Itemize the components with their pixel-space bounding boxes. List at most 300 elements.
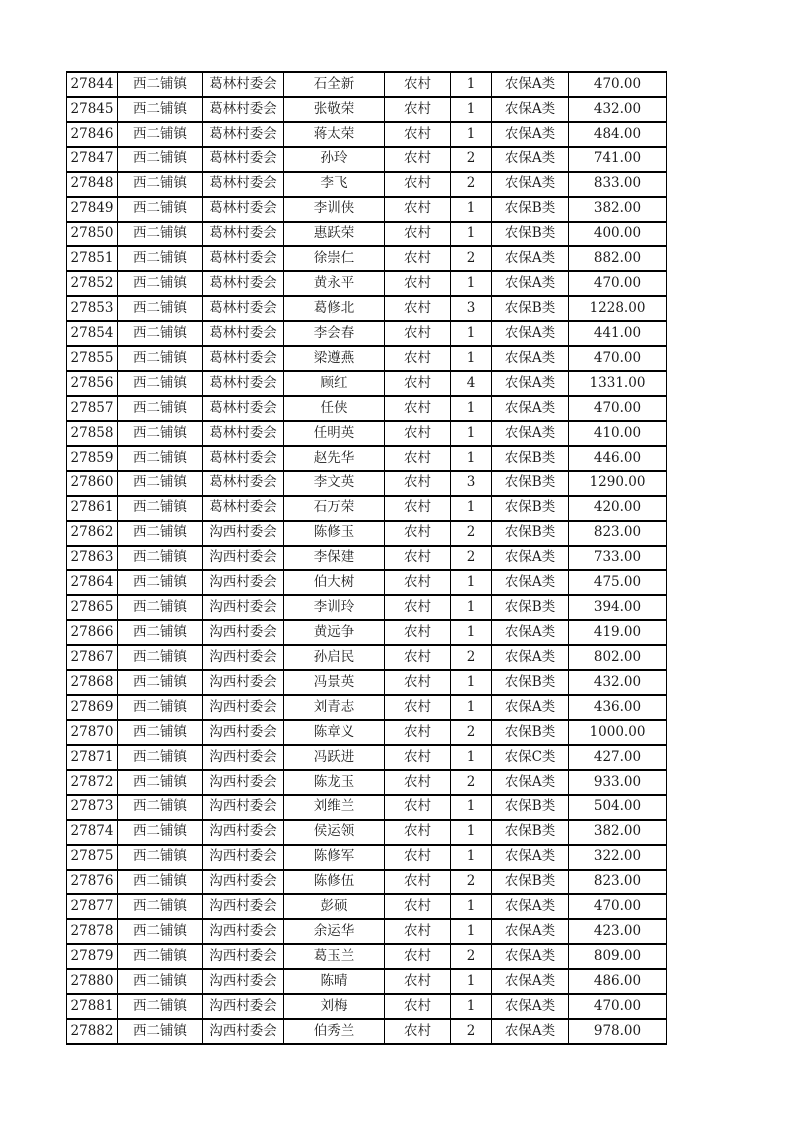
cell-count: 1 (451, 222, 492, 247)
table-row (67, 570, 667, 595)
cell-town: 西二铺镇 (118, 670, 203, 695)
cell-count: 1 (451, 994, 492, 1019)
cell-area-type: 农村 (385, 446, 451, 471)
cell-amount: 933.00 (569, 770, 667, 795)
cell-id: 27869 (67, 695, 118, 720)
cell-village: 沟西村委会 (203, 944, 284, 969)
cell-name: 陈晴 (284, 969, 385, 994)
cell-town: 西二铺镇 (118, 944, 203, 969)
cell-id: 27870 (67, 720, 118, 745)
cell-town: 西二铺镇 (118, 894, 203, 919)
cell-name: 徐崇仁 (284, 246, 385, 271)
cell-amount: 410.00 (569, 421, 667, 446)
table-row (67, 944, 667, 969)
cell-count: 1 (451, 321, 492, 346)
cell-town: 西二铺镇 (118, 421, 203, 446)
cell-town: 西二铺镇 (118, 795, 203, 820)
cell-area-type: 农村 (385, 122, 451, 147)
cell-category: 农保A类 (492, 546, 569, 571)
cell-area-type: 农村 (385, 695, 451, 720)
cell-category: 农保B类 (492, 670, 569, 695)
table-row (67, 421, 667, 446)
cell-category: 农保A类 (492, 346, 569, 371)
cell-id: 27866 (67, 620, 118, 645)
cell-count: 1 (451, 745, 492, 770)
cell-village: 葛林村委会 (203, 396, 284, 421)
cell-area-type: 农村 (385, 546, 451, 571)
cell-village: 沟西村委会 (203, 595, 284, 620)
table-row (67, 172, 667, 197)
cell-amount: 470.00 (569, 72, 667, 97)
cell-amount: 382.00 (569, 197, 667, 222)
cell-count: 1 (451, 271, 492, 296)
table-row (67, 246, 667, 271)
cell-amount: 441.00 (569, 321, 667, 346)
cell-id: 27851 (67, 246, 118, 271)
cell-town: 西二铺镇 (118, 969, 203, 994)
cell-town: 西二铺镇 (118, 371, 203, 396)
cell-id: 27846 (67, 122, 118, 147)
cell-count: 1 (451, 820, 492, 845)
cell-amount: 504.00 (569, 795, 667, 820)
cell-area-type: 农村 (385, 870, 451, 895)
cell-village: 葛林村委会 (203, 346, 284, 371)
cell-area-type: 农村 (385, 246, 451, 271)
cell-category: 农保A类 (492, 421, 569, 446)
cell-name: 陈修伍 (284, 870, 385, 895)
cell-count: 1 (451, 421, 492, 446)
cell-name: 张敬荣 (284, 97, 385, 122)
cell-amount: 446.00 (569, 446, 667, 471)
cell-area-type: 农村 (385, 645, 451, 670)
cell-name: 伯秀兰 (284, 1019, 385, 1044)
cell-id: 27861 (67, 496, 118, 521)
cell-name: 陈龙玉 (284, 770, 385, 795)
cell-id: 27850 (67, 222, 118, 247)
cell-name: 黄远争 (284, 620, 385, 645)
cell-id: 27877 (67, 894, 118, 919)
cell-count: 1 (451, 795, 492, 820)
table-row (67, 845, 667, 870)
cell-id: 27857 (67, 396, 118, 421)
cell-amount: 432.00 (569, 670, 667, 695)
cell-area-type: 农村 (385, 197, 451, 222)
cell-category: 农保A类 (492, 969, 569, 994)
cell-village: 沟西村委会 (203, 695, 284, 720)
cell-category: 农保A类 (492, 1019, 569, 1044)
cell-name: 石万荣 (284, 496, 385, 521)
cell-village: 葛林村委会 (203, 122, 284, 147)
cell-village: 葛林村委会 (203, 296, 284, 321)
cell-village: 沟西村委会 (203, 770, 284, 795)
cell-category: 农保A类 (492, 371, 569, 396)
cell-count: 1 (451, 346, 492, 371)
table-row (67, 496, 667, 521)
cell-amount: 436.00 (569, 695, 667, 720)
cell-village: 沟西村委会 (203, 845, 284, 870)
table-row (67, 994, 667, 1019)
table-row (67, 521, 667, 546)
cell-id: 27874 (67, 820, 118, 845)
cell-category: 农保B类 (492, 521, 569, 546)
cell-area-type: 农村 (385, 770, 451, 795)
cell-area-type: 农村 (385, 919, 451, 944)
cell-amount: 470.00 (569, 894, 667, 919)
cell-id: 27849 (67, 197, 118, 222)
cell-town: 西二铺镇 (118, 645, 203, 670)
cell-count: 4 (451, 371, 492, 396)
cell-village: 葛林村委会 (203, 197, 284, 222)
cell-town: 西二铺镇 (118, 147, 203, 172)
cell-name: 石全新 (284, 72, 385, 97)
cell-category: 农保B类 (492, 197, 569, 222)
cell-town: 西二铺镇 (118, 919, 203, 944)
cell-area-type: 农村 (385, 222, 451, 247)
cell-amount: 382.00 (569, 820, 667, 845)
cell-count: 1 (451, 620, 492, 645)
table-row (67, 820, 667, 845)
cell-village: 沟西村委会 (203, 620, 284, 645)
table-row (67, 919, 667, 944)
cell-amount: 1000.00 (569, 720, 667, 745)
cell-town: 西二铺镇 (118, 396, 203, 421)
cell-village: 葛林村委会 (203, 371, 284, 396)
cell-count: 1 (451, 446, 492, 471)
cell-area-type: 农村 (385, 820, 451, 845)
table-row (67, 72, 667, 97)
cell-area-type: 农村 (385, 745, 451, 770)
cell-category: 农保A类 (492, 645, 569, 670)
cell-amount: 470.00 (569, 346, 667, 371)
cell-category: 农保B类 (492, 820, 569, 845)
table-row (67, 695, 667, 720)
cell-id: 27852 (67, 271, 118, 296)
cell-town: 西二铺镇 (118, 97, 203, 122)
cell-name: 葛修北 (284, 296, 385, 321)
cell-amount: 833.00 (569, 172, 667, 197)
cell-category: 农保B类 (492, 795, 569, 820)
cell-village: 沟西村委会 (203, 546, 284, 571)
cell-count: 1 (451, 197, 492, 222)
cell-id: 27873 (67, 795, 118, 820)
table-row (67, 546, 667, 571)
cell-village: 葛林村委会 (203, 222, 284, 247)
cell-area-type: 农村 (385, 969, 451, 994)
cell-count: 2 (451, 546, 492, 571)
table-row (67, 720, 667, 745)
cell-count: 2 (451, 720, 492, 745)
table-row (67, 745, 667, 770)
table-row (67, 870, 667, 895)
cell-id: 27856 (67, 371, 118, 396)
cell-area-type: 农村 (385, 471, 451, 496)
cell-village: 葛林村委会 (203, 321, 284, 346)
cell-village: 沟西村委会 (203, 919, 284, 944)
cell-name: 赵先华 (284, 446, 385, 471)
cell-name: 孙启民 (284, 645, 385, 670)
cell-category: 农保A类 (492, 271, 569, 296)
table-row (67, 620, 667, 645)
table-body (67, 72, 667, 1044)
cell-town: 西二铺镇 (118, 570, 203, 595)
cell-village: 沟西村委会 (203, 720, 284, 745)
cell-id: 27863 (67, 546, 118, 571)
cell-village: 葛林村委会 (203, 97, 284, 122)
cell-name: 彭硕 (284, 894, 385, 919)
cell-count: 2 (451, 770, 492, 795)
benefits-table (66, 71, 667, 1045)
cell-amount: 420.00 (569, 496, 667, 521)
cell-name: 刘维兰 (284, 795, 385, 820)
cell-count: 1 (451, 396, 492, 421)
cell-name: 陈修军 (284, 845, 385, 870)
cell-village: 沟西村委会 (203, 820, 284, 845)
cell-name: 李文英 (284, 471, 385, 496)
cell-id: 27853 (67, 296, 118, 321)
cell-town: 西二铺镇 (118, 546, 203, 571)
cell-town: 西二铺镇 (118, 820, 203, 845)
cell-town: 西二铺镇 (118, 1019, 203, 1044)
cell-name: 伯大树 (284, 570, 385, 595)
table-row (67, 346, 667, 371)
cell-amount: 733.00 (569, 546, 667, 571)
cell-count: 1 (451, 72, 492, 97)
table-row (67, 471, 667, 496)
cell-name: 梁遵燕 (284, 346, 385, 371)
cell-id: 27859 (67, 446, 118, 471)
cell-id: 27847 (67, 147, 118, 172)
cell-count: 2 (451, 521, 492, 546)
table-row (67, 670, 667, 695)
cell-amount: 427.00 (569, 745, 667, 770)
cell-village: 沟西村委会 (203, 994, 284, 1019)
cell-amount: 486.00 (569, 969, 667, 994)
cell-village: 葛林村委会 (203, 246, 284, 271)
cell-town: 西二铺镇 (118, 595, 203, 620)
cell-category: 农保A类 (492, 396, 569, 421)
cell-name: 李会春 (284, 321, 385, 346)
cell-amount: 1290.00 (569, 471, 667, 496)
cell-id: 27879 (67, 944, 118, 969)
table-row (67, 97, 667, 122)
cell-count: 3 (451, 296, 492, 321)
cell-amount: 470.00 (569, 396, 667, 421)
cell-id: 27871 (67, 745, 118, 770)
cell-town: 西二铺镇 (118, 197, 203, 222)
cell-name: 任侠 (284, 396, 385, 421)
cell-area-type: 农村 (385, 1019, 451, 1044)
cell-town: 西二铺镇 (118, 620, 203, 645)
cell-village: 葛林村委会 (203, 72, 284, 97)
cell-town: 西二铺镇 (118, 770, 203, 795)
table-row (67, 122, 667, 147)
cell-area-type: 农村 (385, 894, 451, 919)
cell-name: 李训玲 (284, 595, 385, 620)
cell-name: 李飞 (284, 172, 385, 197)
cell-area-type: 农村 (385, 620, 451, 645)
cell-area-type: 农村 (385, 595, 451, 620)
cell-amount: 475.00 (569, 570, 667, 595)
cell-name: 李保建 (284, 546, 385, 571)
cell-id: 27867 (67, 645, 118, 670)
cell-name: 冯跃进 (284, 745, 385, 770)
cell-village: 沟西村委会 (203, 645, 284, 670)
cell-category: 农保A类 (492, 919, 569, 944)
cell-amount: 1228.00 (569, 296, 667, 321)
cell-village: 沟西村委会 (203, 521, 284, 546)
cell-count: 1 (451, 122, 492, 147)
cell-count: 1 (451, 969, 492, 994)
cell-name: 李训侠 (284, 197, 385, 222)
cell-amount: 741.00 (569, 147, 667, 172)
cell-area-type: 农村 (385, 944, 451, 969)
cell-amount: 470.00 (569, 994, 667, 1019)
cell-town: 西二铺镇 (118, 172, 203, 197)
cell-category: 农保B类 (492, 595, 569, 620)
cell-count: 1 (451, 595, 492, 620)
cell-town: 西二铺镇 (118, 321, 203, 346)
cell-name: 刘青志 (284, 695, 385, 720)
cell-area-type: 农村 (385, 321, 451, 346)
table-row (67, 222, 667, 247)
cell-id: 27876 (67, 870, 118, 895)
cell-name: 黄永平 (284, 271, 385, 296)
cell-town: 西二铺镇 (118, 521, 203, 546)
cell-count: 2 (451, 944, 492, 969)
cell-id: 27878 (67, 919, 118, 944)
cell-name: 冯景英 (284, 670, 385, 695)
cell-category: 农保B类 (492, 496, 569, 521)
cell-town: 西二铺镇 (118, 471, 203, 496)
table-row (67, 795, 667, 820)
cell-town: 西二铺镇 (118, 870, 203, 895)
cell-amount: 823.00 (569, 870, 667, 895)
table-row (67, 770, 667, 795)
cell-area-type: 农村 (385, 396, 451, 421)
cell-category: 农保B类 (492, 870, 569, 895)
cell-id: 27860 (67, 471, 118, 496)
table-row (67, 894, 667, 919)
cell-count: 3 (451, 471, 492, 496)
cell-village: 葛林村委会 (203, 172, 284, 197)
cell-area-type: 农村 (385, 346, 451, 371)
cell-category: 农保A类 (492, 570, 569, 595)
cell-count: 2 (451, 1019, 492, 1044)
cell-town: 西二铺镇 (118, 246, 203, 271)
table-row (67, 296, 667, 321)
table-row (67, 147, 667, 172)
cell-category: 农保A类 (492, 246, 569, 271)
table-row (67, 645, 667, 670)
cell-id: 27875 (67, 845, 118, 870)
cell-amount: 322.00 (569, 845, 667, 870)
cell-category: 农保A类 (492, 97, 569, 122)
cell-amount: 1331.00 (569, 371, 667, 396)
cell-town: 西二铺镇 (118, 122, 203, 147)
cell-name: 蒋太荣 (284, 122, 385, 147)
cell-category: 农保A类 (492, 172, 569, 197)
table-row (67, 271, 667, 296)
cell-name: 侯运领 (284, 820, 385, 845)
cell-count: 2 (451, 870, 492, 895)
cell-name: 陈章义 (284, 720, 385, 745)
cell-area-type: 农村 (385, 845, 451, 870)
cell-count: 1 (451, 695, 492, 720)
cell-amount: 432.00 (569, 97, 667, 122)
cell-count: 1 (451, 845, 492, 870)
cell-category: 农保B类 (492, 446, 569, 471)
cell-amount: 882.00 (569, 246, 667, 271)
cell-town: 西二铺镇 (118, 296, 203, 321)
cell-town: 西二铺镇 (118, 745, 203, 770)
cell-area-type: 农村 (385, 994, 451, 1019)
cell-area-type: 农村 (385, 72, 451, 97)
cell-area-type: 农村 (385, 496, 451, 521)
cell-village: 葛林村委会 (203, 147, 284, 172)
table-row (67, 1019, 667, 1044)
cell-id: 27855 (67, 346, 118, 371)
cell-amount: 802.00 (569, 645, 667, 670)
cell-name: 顾红 (284, 371, 385, 396)
cell-area-type: 农村 (385, 371, 451, 396)
table-row (67, 197, 667, 222)
cell-count: 1 (451, 97, 492, 122)
cell-village: 沟西村委会 (203, 969, 284, 994)
cell-town: 西二铺镇 (118, 695, 203, 720)
cell-area-type: 农村 (385, 172, 451, 197)
cell-id: 27845 (67, 97, 118, 122)
cell-id: 27854 (67, 321, 118, 346)
cell-town: 西二铺镇 (118, 346, 203, 371)
cell-category: 农保A类 (492, 72, 569, 97)
cell-category: 农保A类 (492, 994, 569, 1019)
cell-id: 27864 (67, 570, 118, 595)
cell-count: 2 (451, 246, 492, 271)
cell-name: 惠跃荣 (284, 222, 385, 247)
table-row (67, 969, 667, 994)
cell-area-type: 农村 (385, 720, 451, 745)
cell-id: 27844 (67, 72, 118, 97)
cell-name: 刘梅 (284, 994, 385, 1019)
cell-village: 沟西村委会 (203, 1019, 284, 1044)
cell-count: 2 (451, 172, 492, 197)
cell-category: 农保B类 (492, 296, 569, 321)
cell-category: 农保B类 (492, 222, 569, 247)
cell-category: 农保A类 (492, 695, 569, 720)
cell-category: 农保A类 (492, 894, 569, 919)
table-row (67, 371, 667, 396)
cell-area-type: 农村 (385, 296, 451, 321)
cell-village: 葛林村委会 (203, 271, 284, 296)
table-row (67, 396, 667, 421)
cell-count: 2 (451, 147, 492, 172)
cell-category: 农保B类 (492, 720, 569, 745)
cell-id: 27862 (67, 521, 118, 546)
cell-area-type: 农村 (385, 271, 451, 296)
cell-id: 27865 (67, 595, 118, 620)
cell-count: 1 (451, 919, 492, 944)
cell-village: 沟西村委会 (203, 795, 284, 820)
cell-amount: 470.00 (569, 271, 667, 296)
cell-area-type: 农村 (385, 421, 451, 446)
cell-amount: 423.00 (569, 919, 667, 944)
cell-id: 27880 (67, 969, 118, 994)
cell-village: 葛林村委会 (203, 496, 284, 521)
cell-id: 27882 (67, 1019, 118, 1044)
cell-count: 2 (451, 645, 492, 670)
cell-count: 1 (451, 670, 492, 695)
cell-amount: 394.00 (569, 595, 667, 620)
